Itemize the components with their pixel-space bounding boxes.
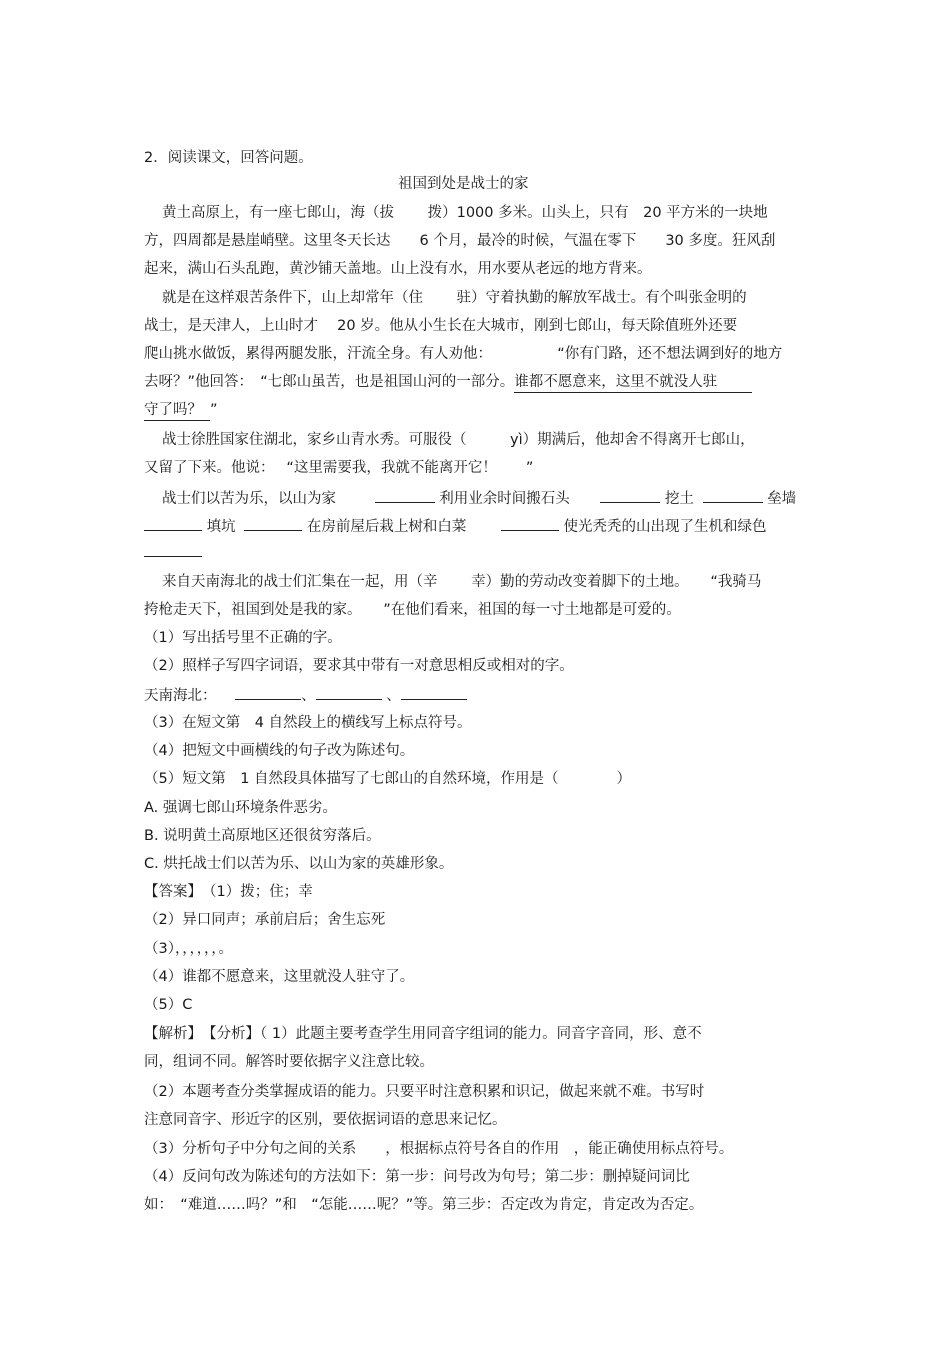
p4-text-c: 挖土 — [664, 491, 694, 507]
passage-p1-line1: 黄土高原上，有一座七郎山，海（拔 拨）1000 多米。山头上，只有 20 平方米的一块地 — [162, 205, 768, 221]
answer-3: （3），，，，，，。 — [144, 941, 233, 957]
word-example-line — [144, 685, 467, 706]
punctuation-blank-5[interactable] — [244, 516, 302, 531]
passage-p3-line1: 战士徐胜国家住湖北，家乡山青水秀。可服役（ yì）期满后，他却舍不得离开七郎山， — [162, 432, 755, 448]
passage-p3-line2: 又留了下来。他说： “这里需要我，我就不能离开它！ ” — [144, 460, 534, 476]
passage-p5-line1: 来自天南海北的战士们汇集在一起，用（辛 幸）勤的劳动改变着脚下的土地。 “我骑马 — [162, 574, 762, 590]
passage-p4-line3 — [144, 542, 202, 563]
analysis-2-line1: （2）本题考查分类掌握成语的能力。只要平时注意积累和识记，做起来就不难。书写时 — [144, 1084, 705, 1100]
word-blank-2[interactable] — [316, 685, 382, 700]
sub-question-3: （3）在短文第 4 自然段上的横线写上标点符号。 — [144, 715, 472, 731]
answer-1: 【答案】 （1）拨；住；幸 — [144, 884, 313, 900]
sub-question-4: （4）把短文中画横线的句子改为陈述句。 — [144, 743, 415, 759]
underlined-sentence-part1: 谁都不愿意来，这里不就没人驻 — [514, 372, 752, 393]
analysis-3: （3）分析句子中分句之间的关系 ，根据标点符号各自的作用 ，能正确使用标点符号。 — [144, 1141, 734, 1157]
punctuation-blank-1[interactable] — [375, 488, 435, 503]
passage-p2-line5 — [144, 400, 218, 421]
sub-question-5: （5）短文第 1 自然段具体描写了七郎山的自然环境，作用是（ ） — [144, 771, 632, 787]
passage-p4-line1 — [162, 488, 796, 509]
analysis-1-line2: 同，组词不同。解答时要依据字义注意比较。 — [144, 1054, 434, 1070]
option-a: A. 强调七郎山环境条件恶劣。 — [144, 800, 337, 816]
p4-text-e: 填坑 — [206, 519, 236, 535]
passage-p2-line2: 战士，是天津人，上山时才 20 岁。他从小生长在大城市，刚到七郎山，每天除值班外还要 — [144, 318, 738, 334]
analysis-1-line1: 【解析】 【分析】（ 1）此题主要考查学生用同音字组词的能力。同音字音同，形、意不 — [144, 1026, 702, 1042]
passage-p2-line4-text: 去呀？”他回答： “七郎山虽苦，也是祖国山河的一部分。 — [144, 374, 515, 390]
word-separator-2: 、 — [386, 688, 401, 704]
analysis-4-line2: 如： “难道……吗？”和 “怎能……呢？”等。第三步：否定改为肯定，肯定改为否定。 — [144, 1197, 704, 1213]
p4-text-d: 垒墙 — [767, 491, 797, 507]
passage-p2-line1: 就是在这样艰苦条件下，山上却常年（住 驻）守着执勤的解放军战士。有个叫张金明的 — [162, 290, 747, 306]
answer-2: （2）异口同声；承前启后；舍生忘死 — [144, 912, 386, 928]
p4-text-a: 战士们以苦为乐，以山为家 — [162, 491, 336, 507]
passage-p1-line2: 方，四周都是悬崖峭壁。这里冬天长达 6 个月，最冷的时候，气温在零下 30 多度。狂风刮 — [144, 233, 776, 249]
p4-text-g: 使光秃秃的山出现了生机和绿色 — [563, 519, 767, 535]
word-example-label: 天南海北： — [144, 688, 217, 704]
passage-title: 祖国到处是战士的家 — [398, 176, 529, 192]
analysis-2-line2: 注意同音字、形近字的区别，要依据词语的意思来记忆。 — [144, 1112, 507, 1128]
passage-p2-line4 — [144, 372, 752, 393]
passage-p2-line3: 爬山挑水做饭，累得两腿发胀，汗流全身。有人劝他： “你有门路，还不想法调到好的地方 — [144, 346, 783, 362]
sub-question-2: （2）照样子写四字词语，要求其中带有一对意思相反或相对的字。 — [144, 658, 574, 674]
punctuation-blank-4[interactable] — [144, 516, 202, 531]
sub-question-1: （1）写出括号里不正确的字。 — [144, 630, 342, 646]
analysis-4-line1: （4）反问句改为陈述句的方法如下：第一步：问号改为句号；第二步：删掉疑问词比 — [144, 1169, 690, 1185]
punctuation-blank-6[interactable] — [501, 516, 559, 531]
option-c: C. 烘托战士们以苦为乐、以山为家的英雄形象。 — [144, 856, 454, 872]
underlined-sentence-part2: 守了吗？ — [144, 400, 210, 421]
question-title: 2．阅读课文，回答问题。 — [144, 150, 313, 166]
word-blank-3[interactable] — [401, 685, 467, 700]
answer-4: （4）谁都不愿意来，这里就没人驻守了。 — [144, 969, 415, 985]
punctuation-blank-7[interactable] — [144, 542, 202, 557]
answer-5: （5）C — [144, 997, 193, 1013]
word-blank-1[interactable] — [235, 685, 301, 700]
passage-p4-line2 — [144, 516, 767, 537]
closing-quote: ” — [210, 402, 218, 418]
word-separator-1: 、 — [301, 688, 316, 704]
passage-p5-line2: 挎枪走天下，祖国到处是我的家。 ”在他们看来，祖国的每一寸土地都是可爱的。 — [144, 602, 681, 618]
passage-p1-line3: 起来，满山石头乱跑，黄沙铺天盖地。山上没有水，用水要从老远的地方背来。 — [144, 261, 652, 277]
p4-text-f: 在房前屋后栽上树和白菜 — [306, 519, 467, 535]
p4-text-b: 利用业余时间搬石头 — [439, 491, 570, 507]
option-b: B. 说明黄土高原地区还很贫穷落后。 — [144, 828, 381, 844]
punctuation-blank-2[interactable] — [600, 488, 660, 503]
punctuation-blank-3[interactable] — [703, 488, 763, 503]
